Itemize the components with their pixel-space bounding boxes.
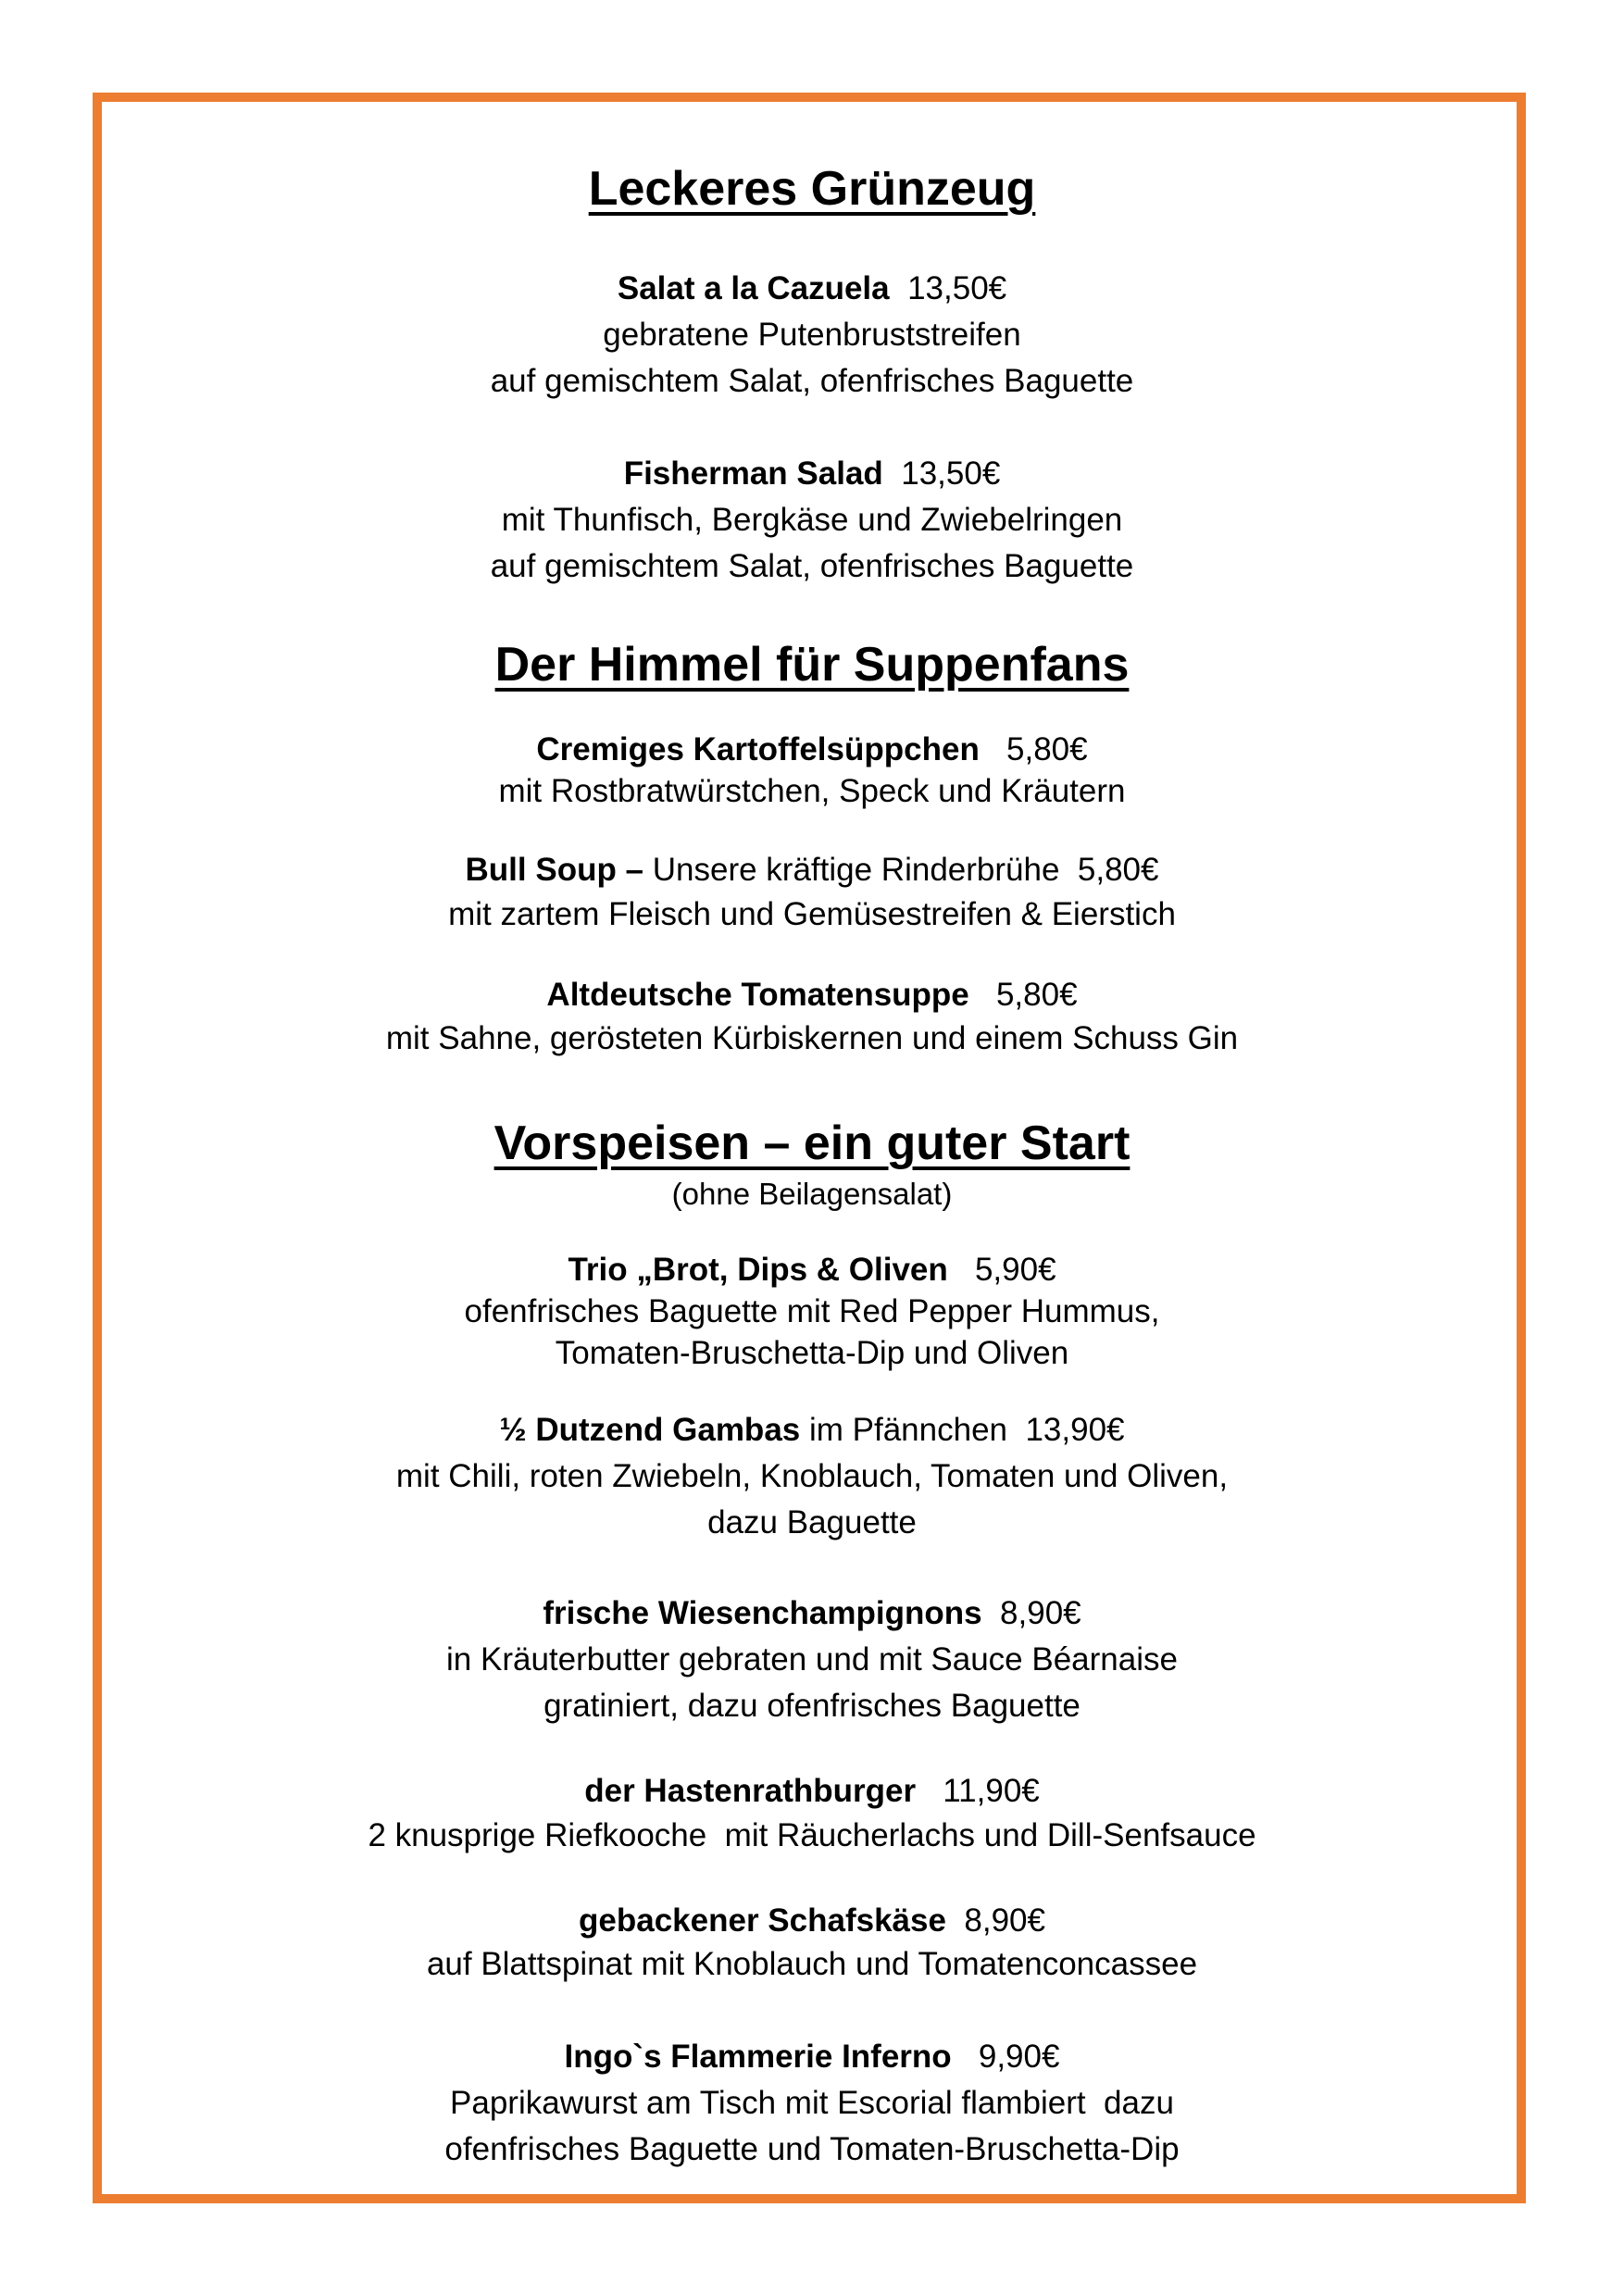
dish-price: 13,90€ — [1025, 1412, 1125, 1448]
dish-name: der Hastenrathburger — [584, 1773, 917, 1809]
menu-item-name — [0, 854, 1624, 886]
dish-name: frische Wiesenchampignons — [543, 1595, 982, 1631]
dish-description: dazu Baguette — [707, 1504, 917, 1540]
dish-price: 5,80€ — [995, 977, 1078, 1013]
dish-name: Salat a la Cazuela — [617, 270, 890, 306]
menu-item-name — [0, 1597, 1624, 1629]
dish-name: Cremiges Kartoffelsüppchen — [536, 731, 980, 767]
dish-description: auf gemischtem Salat, ofenfrisches Baguette — [490, 363, 1134, 399]
dish-description: auf Blattspinat mit Knoblauch und Tomatenconcassee — [426, 1946, 1198, 1982]
menu-item-name — [0, 1904, 1624, 1937]
dish-price: 13,50€ — [901, 455, 1001, 492]
section-title: Der Himmel für Suppenfans — [494, 638, 1130, 692]
dish-price: 11,90€ — [943, 1773, 1040, 1809]
dish-description: ofenfrisches Baguette mit Red Pepper Hummus, — [464, 1293, 1160, 1329]
menu-item-name — [0, 979, 1624, 1011]
dish-description: mit Sahne, gerösteten Kürbiskernen und einem Schuss Gin — [385, 1020, 1239, 1056]
dish-description: auf gemischtem Salat, ofenfrisches Baguette — [490, 548, 1134, 584]
dish-name: Fisherman Salad — [623, 455, 883, 492]
dish-name: Altdeutsche Tomatensuppe — [546, 977, 969, 1013]
section-title: Leckeres Grünzeug — [588, 162, 1036, 216]
dish-name-extra: Unsere kräftige Rinderbrühe — [652, 852, 1060, 888]
dish-description: gebratene Putenbruststreifen — [603, 317, 1021, 353]
dish-price: 5,80€ — [1006, 731, 1088, 767]
dish-description: mit Rostbratwürstchen, Speck und Kräutern — [498, 773, 1126, 809]
menu-item-name — [0, 1775, 1624, 1807]
dish-price: 5,80€ — [1077, 852, 1159, 888]
menu-item-name — [0, 2040, 1624, 2073]
menu-item-name — [0, 457, 1624, 490]
dish-description: mit Chili, roten Zwiebeln, Knoblauch, Tomaten und Oliven, — [395, 1458, 1229, 1494]
dish-description: 2 knusprige Riefkooche mit Räucherlachs und Dill-Senfsauce — [368, 1817, 1256, 1853]
dish-name: Ingo`s Flammerie Inferno — [564, 2039, 952, 2075]
dish-description: mit Thunfisch, Bergkäse und Zwiebelringen — [501, 502, 1123, 538]
dish-description: Paprikawurst am Tisch mit Escorial flambiert dazu — [450, 2085, 1174, 2121]
menu-item-name — [0, 1254, 1624, 1286]
menu-item-name — [0, 1414, 1624, 1446]
dish-description: ofenfrisches Baguette und Tomaten-Bruschetta-Dip — [444, 2131, 1180, 2167]
dish-price: 9,90€ — [978, 2039, 1060, 2075]
menu-item-name — [0, 272, 1624, 305]
dish-name: Trio „Brot, Dips & Oliven — [568, 1252, 948, 1288]
dish-description: mit zartem Fleisch und Gemüsestreifen & Eierstich — [448, 896, 1176, 932]
dish-price: 8,90€ — [1000, 1595, 1081, 1631]
dish-description: Tomaten-Bruschetta-Dip und Oliven — [555, 1335, 1069, 1371]
dish-price: 13,50€ — [907, 270, 1007, 306]
dish-name: Bull Soup – — [465, 852, 644, 888]
dish-price: 8,90€ — [964, 1902, 1045, 1939]
dish-name-extra: im Pfännchen — [808, 1412, 1008, 1448]
dish-name: gebackener Schafskäse — [579, 1902, 946, 1939]
dish-description: gratiniert, dazu ofenfrisches Baguette — [543, 1688, 1081, 1724]
menu-item-name — [0, 733, 1624, 766]
dish-price: 5,90€ — [974, 1252, 1056, 1288]
dish-name: ½ Dutzend Gambas — [499, 1412, 801, 1448]
section-subtitle: (ohne Beilagensalat) — [671, 1177, 953, 1211]
dish-description: in Kräuterbutter gebraten und mit Sauce Béarnaise — [446, 1641, 1178, 1678]
section-title: Vorspeisen – ein guter Start — [493, 1116, 1131, 1170]
